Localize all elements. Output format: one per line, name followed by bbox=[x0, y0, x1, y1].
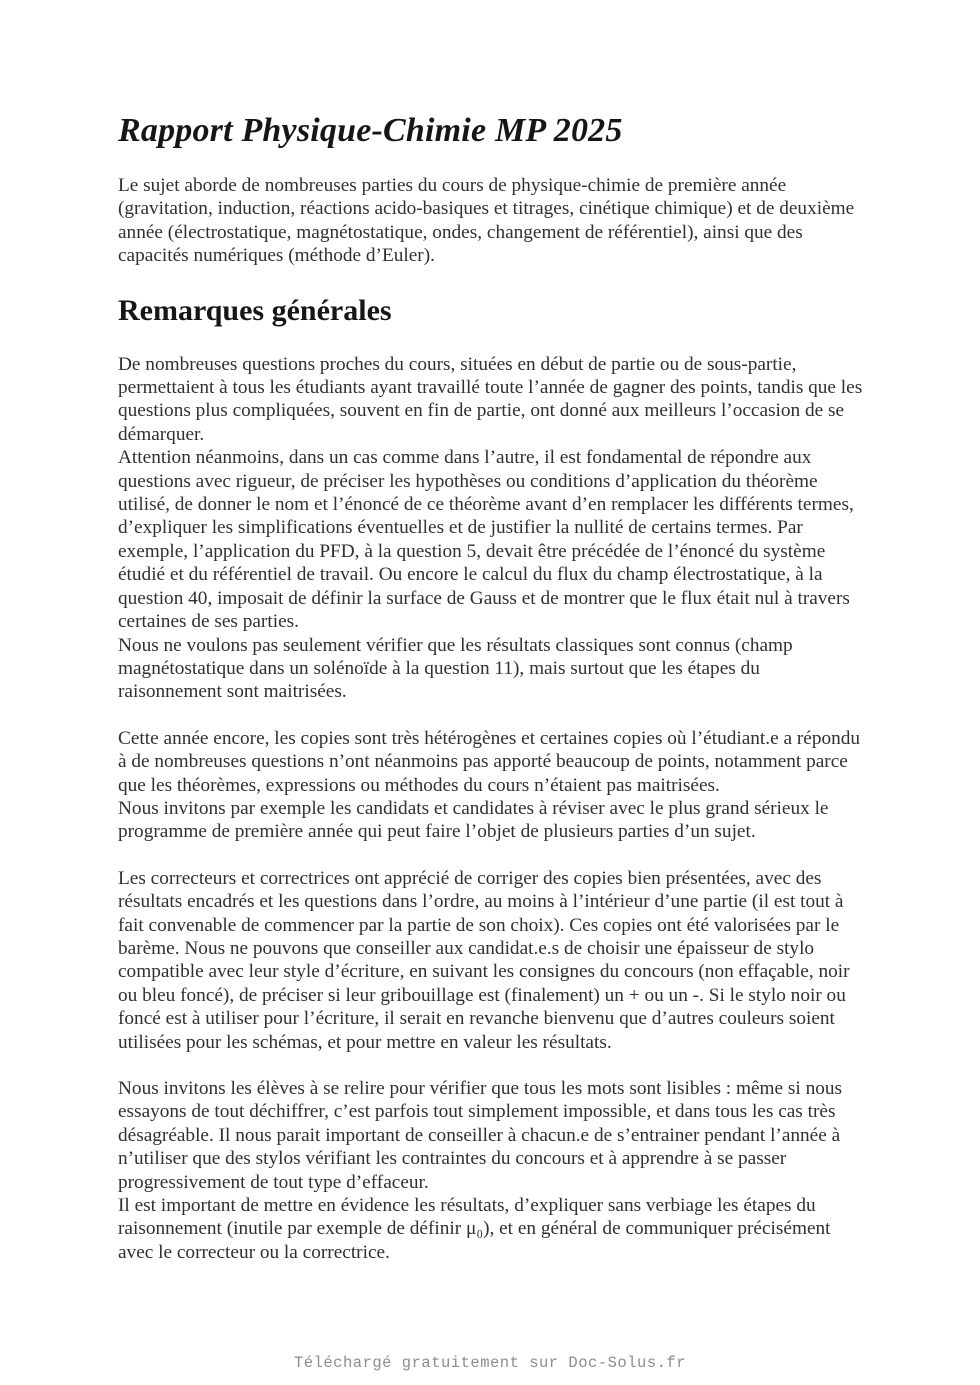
document-content bbox=[118, 0, 864, 1264]
body-paragraph: Nous invitons par exemple les candidats et candidates à réviser avec le plus grand sérieux le programme de première année qui peut faire l’objet de plusieurs parties d’un sujet. bbox=[118, 797, 829, 843]
footer-watermark: Téléchargé gratuitement sur Doc-Solus.fr bbox=[293, 1354, 687, 1372]
body-paragraph: Cette année encore, les copies sont très hétérogènes et certaines copies où l’étudiant.e a répondu à de nombreuses questions n’ont néanmoins pas apporté beaucoup de points, notamment parce que les théorèmes, expressions ou méthodes du cours n’étaient pas maitrisées. bbox=[118, 727, 861, 796]
body-paragraph: Il est important de mettre en évidence les résultats, d’expliquer sans verbiage les étapes du raisonnement (inutile par exemple de définir μ₀), et en général de communiquer précisément avec le correcteur ou la correctrice. bbox=[118, 1195, 831, 1263]
document-title: Rapport Physique-Chimie MP 2025 bbox=[118, 112, 623, 149]
body-paragraph: Les correcteurs et correctrices ont apprécié de corriger des copies bien présentées, avec des résultats encadrés et les questions dans l’ordre, au moins à l’intérieur d’une partie (il est tout à fait convenable de commencer par la partie de son choix). Ces copies ont été valorisées par le barème. Nous ne pouvons que conseiller aux candidat.e.s de choisir une épaisseur de stylo compatible avec leur style d’écriture, en suivant les consignes du concours (non effaçable, noir ou bleu foncé), de préciser si leur gribouillage est (finalement) un + ou un -. Si le stylo noir ou foncé est à utiliser pour l’écriture, il serait en revanche bienvenu que d’autres couleurs soient utilisées pour les schémas, et pour mettre en valeur les résultats. bbox=[118, 867, 850, 1053]
body-paragraph: Attention néanmoins, dans un cas comme dans l’autre, il est fondamental de répondre aux questions avec rigueur, de préciser les hypothèses ou conditions d’application du théorème utilisé, de donner le nom et l’énoncé de ce théorème avant d’en remplacer les différents termes, d’expliquer les simplifications éventuelles et de justifier la nullité de certains termes. Par exemple, l’application du PFD, à la question 5, devait être précédée de l’énoncé du système étudié et du référentiel de travail. Ou encore le calcul du flux du champ électrostatique, à la question 40, imposait de définir la surface de Gauss et de montrer que le flux était nul à travers certaines de ses parties. bbox=[118, 447, 854, 633]
body-paragraph: Nous invitons les élèves à se relire pour vérifier que tous les mots sont lisibles : même si nous essayons de tout déchiffrer, c’est parfois tout simplement impossible, et dans tous les cas très désagréable. Il nous parait important de conseiller à chacun.e de s’entrainer pendant l’année à n’utiliser que des stylos vérifiant les contraintes du concours et à apprendre à se passer progressivement de tout type d’effaceur. bbox=[118, 1078, 842, 1193]
section-heading-remarques-generales: Remarques générales bbox=[118, 293, 392, 327]
body-paragraph: Nous ne voulons pas seulement vérifier que les résultats classiques sont connus (champ magnétostatique dans un solénoïde à la question 11), mais surtout que les étapes du raisonnement sont maitrisées. bbox=[118, 634, 793, 703]
intro-paragraph: Le sujet aborde de nombreuses parties du cours de physique-chimie de première année (gravitation, induction, réactions acido-basiques et titrages, cinétique chimique) et de deuxième année (électrostatique, magnétostatique, ondes, changement de référentiel), ainsi que des capacités numériques (méthode d’Euler). bbox=[118, 175, 855, 267]
body-paragraph: De nombreuses questions proches du cours, situées en début de partie ou de sous-partie, permettaient à tous les étudiants ayant travaillé toute l’année de gagner des points, tandis que les questions plus compliquées, souvent en fin de partie, ont donné aux meilleurs l’occasion de se démarquer. bbox=[118, 353, 863, 445]
